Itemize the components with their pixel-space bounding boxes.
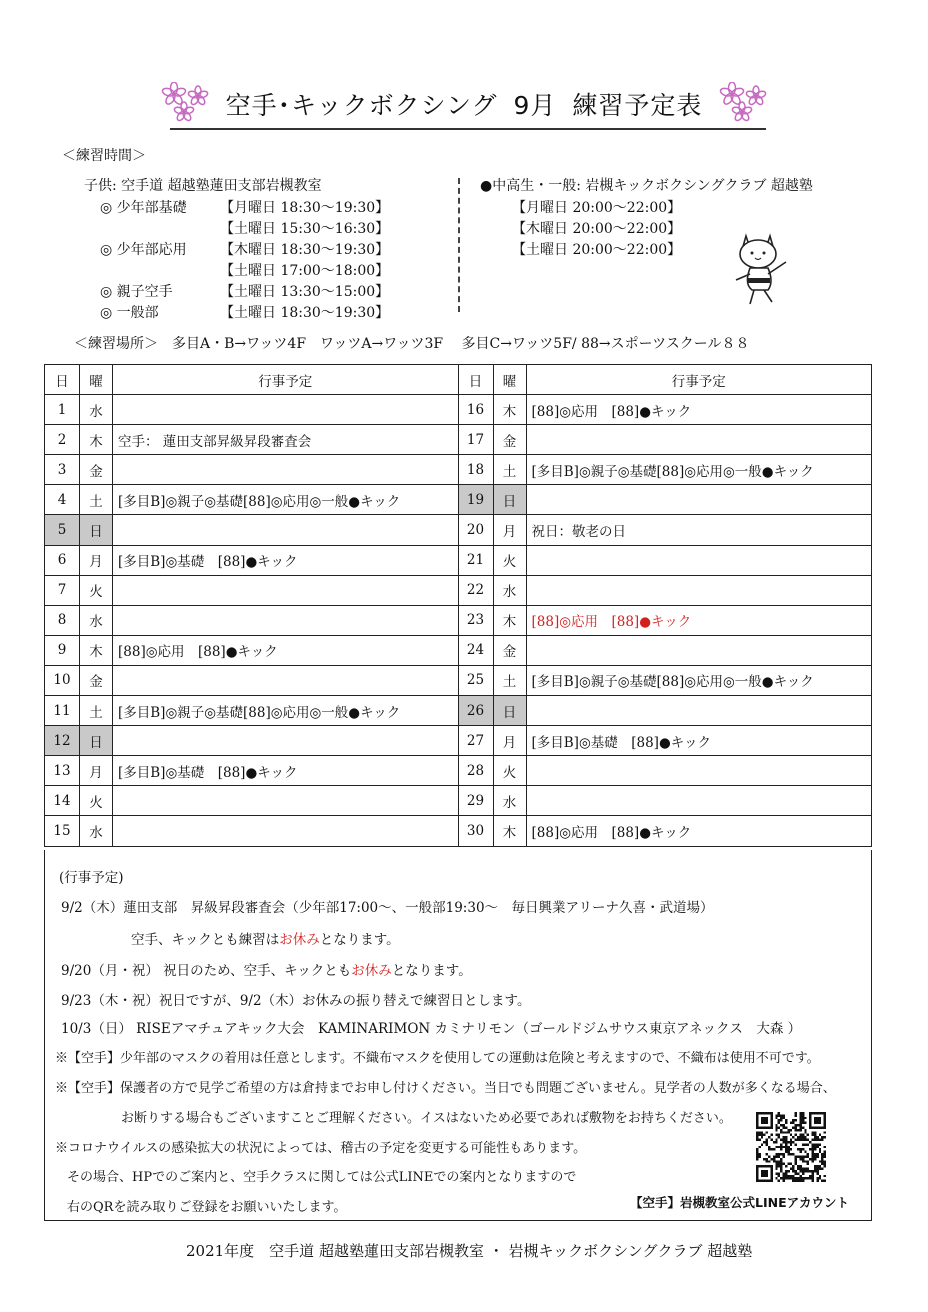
weekday-cell: 日 [493,485,526,515]
event-cell: [88]◎応用 [88]●キック [526,395,872,425]
title-month: 9月 [513,91,557,120]
weekday-cell: 火 [80,575,113,605]
event-cell [113,395,459,425]
event-cell: [多目B]◎親子◎基礎[88]◎応用◎一般●キック [113,485,459,515]
event-cell: [88]◎応用 [88]●キック [526,605,872,635]
table-row [45,726,872,756]
table-row [45,515,872,545]
weekday-cell: 土 [493,665,526,695]
page-title [0,86,928,122]
adults-time: 【月曜日 20:00～22:00】 [512,200,682,216]
event-cell [526,696,872,726]
weekday-cell: 火 [493,756,526,786]
day-cell: 11 [45,696,80,726]
header-day: 日 [45,365,80,395]
day-cell: 1 [45,395,80,425]
event-cell [113,455,459,485]
weekday-cell: 木 [493,816,526,846]
section-divider [458,178,460,312]
weekday-cell: 月 [80,545,113,575]
kids-class-time: 【土曜日 13:30～15:00】 [220,284,390,300]
table-row [45,635,872,665]
weekday-cell: 土 [80,485,113,515]
event-cell: [88]◎応用 [88]●キック [526,816,872,846]
weekday-cell: 木 [80,635,113,665]
karate-cat-illustration-icon [728,228,794,306]
weekday-cell: 木 [493,395,526,425]
adults-label: ●中高生・一般: 岩槻キックボクシングクラブ 超越塾 [480,178,813,194]
table-row [45,455,872,485]
table-header-row [45,365,872,395]
event-cell: 祝日：敬老の日 [526,515,872,545]
day-cell: 23 [458,605,493,635]
event-cell [526,425,872,455]
weekday-cell: 月 [80,756,113,786]
note-line: ※コロナウイルスの感染拡大の状況によっては、稽古の予定を変更する可能性もあります。 [55,1141,587,1156]
note-text: 9/20（月・祝） 祝日のため、空手、キックとも [61,963,352,979]
title-underline [170,128,766,130]
weekday-cell: 土 [80,696,113,726]
note-line: ※【空手】少年部のマスクの着用は任意とします。不織布マスクを使用しての運動は危険と考えますので、不織布は使用不可です。 [55,1051,820,1066]
kids-class-time: 【月曜日 18:30～19:30】 [220,200,390,216]
day-cell: 30 [458,816,493,846]
kids-label: 子供: 空手道 超越塾蓮田支部岩槻教室 [84,178,322,194]
day-cell: 29 [458,786,493,816]
note-line [131,928,400,948]
event-cell: [多目B]◎親子◎基礎[88]◎応用◎一般●キック [113,696,459,726]
title-suffix: 練習予定表 [572,91,703,120]
weekday-cell: 水 [80,816,113,846]
note-text: 空手、キックとも練習は [131,932,280,948]
day-cell: 7 [45,575,80,605]
event-cell [526,545,872,575]
note-line [61,959,472,979]
day-cell: 27 [458,726,493,756]
table-row [45,696,872,726]
weekday-cell: 水 [80,395,113,425]
weekday-cell: 日 [80,726,113,756]
table-row [45,605,872,635]
day-cell: 22 [458,575,493,605]
day-cell: 18 [458,455,493,485]
table-row [45,575,872,605]
note-line: お断りする場合もございますことご理解ください。イスはないため必要であれば敷物をお持ちください。 [121,1111,732,1126]
table-row [45,786,872,816]
note-line: その場合、HPでのご案内と、空手クラスに関しては公式LINEでの案内となりますので [67,1170,577,1185]
table-row [45,665,872,695]
day-cell: 16 [458,395,493,425]
table-row [45,545,872,575]
event-cell: [多目B]◎基礎 [88]●キック [113,545,459,575]
event-cell [113,786,459,816]
day-cell: 13 [45,756,80,786]
note-text: となります。 [391,963,472,979]
qr-caption: 【空手】岩槻教室公式LINEアカウント [630,1195,849,1210]
day-cell: 6 [45,545,80,575]
weekday-cell: 金 [80,455,113,485]
weekday-cell: 水 [493,575,526,605]
day-cell: 25 [458,665,493,695]
title-main: 空手･キックボクシング [225,91,498,120]
note-highlight: お休み [279,932,320,948]
day-cell: 20 [458,515,493,545]
day-cell: 12 [45,726,80,756]
weekday-cell: 水 [80,605,113,635]
header-weekday: 曜 [80,365,113,395]
day-cell: 28 [458,756,493,786]
weekday-cell: 木 [80,425,113,455]
weekday-cell: 月 [493,515,526,545]
notes-box [44,850,872,1221]
kids-class-name: ◎ 少年部基礎 [100,200,187,216]
header-day: 日 [458,365,493,395]
adults-time: 【土曜日 20:00～22:00】 [512,242,682,258]
day-cell: 24 [458,635,493,665]
kids-class-name: ◎ 親子空手 [100,284,173,300]
kids-class-name: ◎ 少年部応用 [100,242,187,258]
weekday-cell: 日 [80,515,113,545]
event-cell: [多目B]◎親子◎基礎[88]◎応用◎一般●キック [526,665,872,695]
weekday-cell: 金 [493,635,526,665]
weekday-cell: 日 [493,696,526,726]
event-cell [526,786,872,816]
header-weekday: 曜 [493,365,526,395]
kids-class-time: 【土曜日 15:30～16:30】 [220,221,390,237]
weekday-cell: 火 [80,786,113,816]
event-cell [113,665,459,695]
event-cell [113,816,459,846]
weekday-cell: 金 [80,665,113,695]
hours-heading: ＜練習時間＞ [62,148,146,164]
note-line: 10/3（日） RISEアマチュアキック大会 KAMINARIMON カミナリモン（ゴールドジムサウス東京アネックス 大森 ） [61,1021,802,1037]
header-events: 行事予定 [113,365,459,395]
schedule-body [45,395,872,846]
event-cell: [多目B]◎基礎 [88]●キック [526,726,872,756]
kids-class-name: ◎ 一般部 [100,305,159,321]
event-cell: [88]◎応用 [88]●キック [113,635,459,665]
table-row [45,395,872,425]
event-cell: 空手： 蓮田支部昇級昇段審査会 [113,425,459,455]
day-cell: 15 [45,816,80,846]
note-line: 9/23（木・祝）祝日ですが、9/2（木）お休みの振り替えで練習日とします。 [61,993,531,1009]
note-highlight: お休み [351,963,392,979]
event-cell [526,575,872,605]
adults-time: 【木曜日 20:00～22:00】 [512,221,682,237]
day-cell: 19 [458,485,493,515]
header-events: 行事予定 [526,365,872,395]
event-cell [113,575,459,605]
note-text: となります。 [319,932,400,948]
note-line: 9/2（木）蓮田支部 昇級昇段審査会（少年部17:00～、一般部19:30～ 毎日興業アリーナ久喜・武道場） [61,900,714,916]
day-cell: 8 [45,605,80,635]
event-cell [113,515,459,545]
day-cell: 9 [45,635,80,665]
day-cell: 4 [45,485,80,515]
weekday-cell: 月 [493,726,526,756]
weekday-cell: 火 [493,545,526,575]
note-line: ※【空手】保護者の方で見学ご希望の方は倉持までお申し付けください。当日でも問題ございません。見学者の人数が多くなる場合、 [55,1081,836,1096]
table-row [45,816,872,846]
kids-class-time: 【土曜日 18:30～19:30】 [220,305,390,321]
weekday-cell: 木 [493,605,526,635]
event-cell [113,605,459,635]
kids-class-time: 【木曜日 18:30～19:30】 [220,242,390,258]
event-cell [526,485,872,515]
event-cell [113,726,459,756]
event-cell: [多目B]◎親子◎基礎[88]◎応用◎一般●キック [526,455,872,485]
notes-heading: (行事予定) [59,870,124,886]
event-cell [526,756,872,786]
sakura-flowers-right-icon [716,82,774,122]
weekday-cell: 水 [493,786,526,816]
day-cell: 10 [45,665,80,695]
event-cell: [多目B]◎基礎 [88]●キック [113,756,459,786]
line-qr-code-icon[interactable] [756,1112,826,1182]
table-row [45,485,872,515]
footer-text: 2021年度 空手道 超越塾蓮田支部岩槻教室 ・ 岩槻キックボクシングクラブ 超越塾 [186,1242,753,1260]
note-line: 右のQRを読み取りご登録をお願いいたします。 [67,1200,347,1215]
day-cell: 17 [458,425,493,455]
event-cell [526,635,872,665]
kids-class-time: 【土曜日 17:00～18:00】 [220,263,390,279]
weekday-cell: 金 [493,425,526,455]
day-cell: 3 [45,455,80,485]
day-cell: 5 [45,515,80,545]
practice-locations: ＜練習場所＞ 多目A・B→ワッツ4F ワッツA→ワッツ3F 多目C→ワッツ5F/ 88→スポーツスクール８８ [74,336,750,352]
table-row [45,756,872,786]
day-cell: 2 [45,425,80,455]
day-cell: 21 [458,545,493,575]
schedule-table [44,364,872,847]
day-cell: 26 [458,696,493,726]
day-cell: 14 [45,786,80,816]
table-row [45,425,872,455]
weekday-cell: 土 [493,455,526,485]
